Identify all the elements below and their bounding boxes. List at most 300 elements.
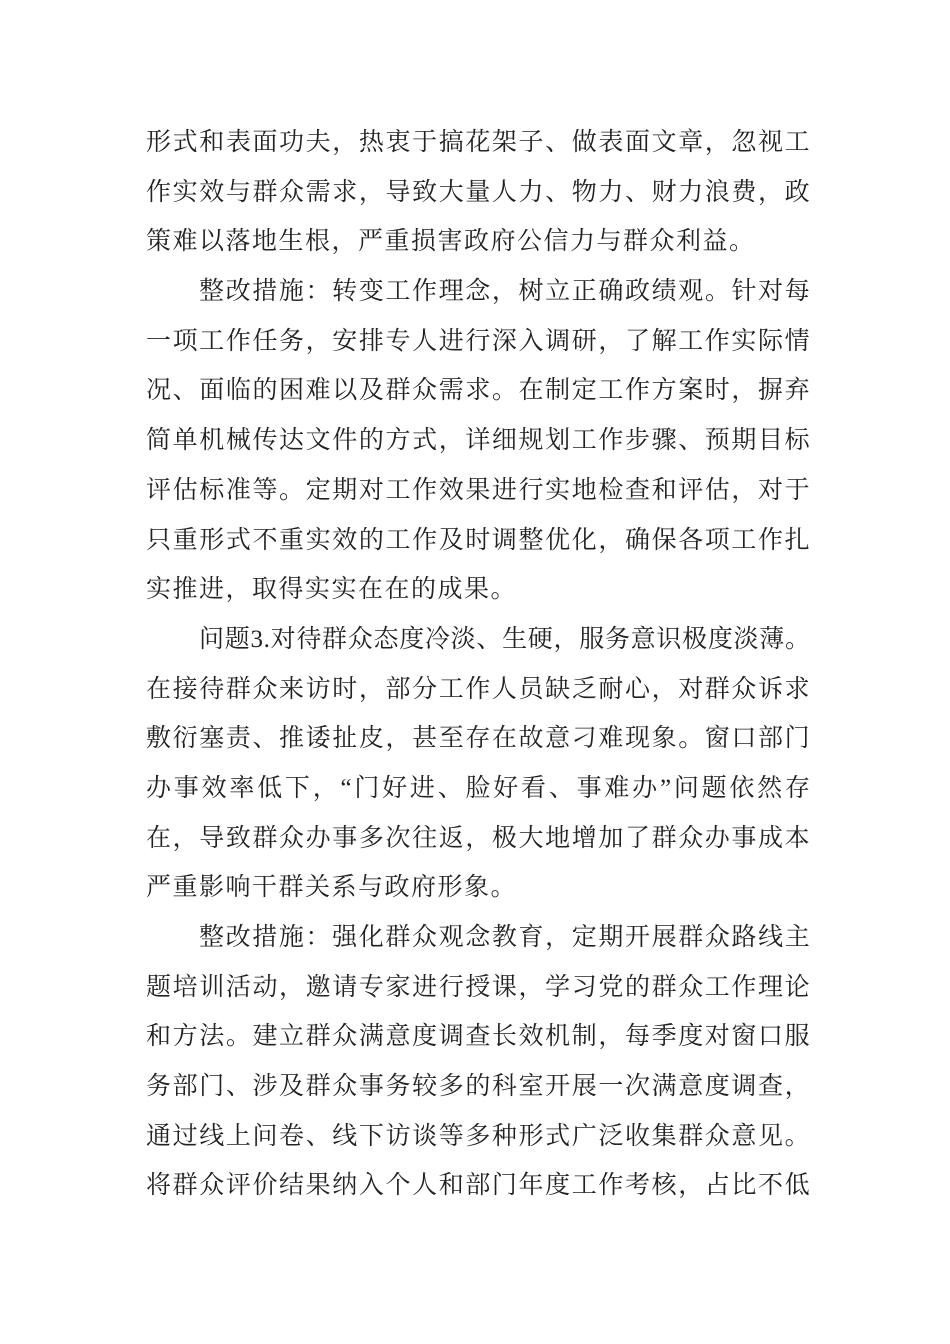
char: 对 [270, 625, 296, 653]
char: 来 [279, 675, 305, 703]
char: 导 [385, 178, 411, 206]
char: 泛 [598, 1122, 624, 1150]
char: 措 [252, 924, 278, 951]
char: ， [598, 1023, 624, 1051]
char: 花 [465, 129, 491, 156]
char: 费 [731, 178, 757, 206]
char: 标 [199, 476, 225, 504]
char: 群 [678, 1122, 704, 1150]
char: 解 [651, 327, 677, 355]
char: 方 [385, 427, 411, 455]
char: 制 [545, 377, 571, 405]
char: 季 [651, 1023, 677, 1051]
char: 工 [784, 129, 810, 156]
char: 规 [518, 427, 544, 455]
text-line [146, 466, 810, 516]
char: 工 [678, 327, 704, 355]
char: 众 [332, 1073, 358, 1101]
char: 家 [385, 973, 411, 1001]
char: 问 [199, 625, 225, 653]
char: 态 [373, 625, 399, 653]
char: 群 [305, 1073, 331, 1101]
char: 淡 [733, 625, 759, 653]
char: 耐 [598, 675, 624, 703]
char: 架 [491, 129, 517, 156]
char: 对 [678, 675, 704, 703]
char: 极 [682, 625, 708, 653]
char: 念 [465, 278, 491, 306]
char: 接 [172, 675, 198, 703]
char: 作 [598, 427, 624, 455]
char: 线 [758, 924, 784, 951]
char: 3 [250, 625, 263, 653]
char: 办 [146, 774, 172, 802]
char: 确 [624, 526, 650, 554]
char: 问 [252, 1122, 278, 1150]
char: 请 [332, 973, 358, 1001]
char: 门 [784, 725, 810, 753]
char: 好 [382, 774, 408, 802]
char: 心 [624, 675, 650, 703]
char: 式 [412, 427, 438, 455]
char: 在 [491, 725, 517, 753]
text-line: 严重影响干群关系与政府形象。 [146, 874, 518, 902]
char: 众 [704, 1122, 730, 1150]
char: 个 [385, 1172, 411, 1200]
char: 地 [545, 824, 571, 852]
char: 上 [225, 1122, 251, 1150]
char: 项 [172, 327, 198, 355]
char: 次 [624, 1073, 650, 1101]
char: 查 [624, 476, 650, 504]
char: 估 [172, 476, 198, 504]
char: 调 [731, 1073, 757, 1101]
char: 题 [701, 774, 727, 802]
char: 甚 [412, 725, 438, 753]
char: 难 [598, 725, 624, 753]
text-line [146, 416, 810, 466]
char: ， [358, 675, 384, 703]
char: 、 [305, 1122, 331, 1150]
char: 、 [545, 129, 571, 156]
char: 意 [678, 1073, 704, 1101]
char: 部 [758, 725, 784, 753]
char: 展 [651, 924, 677, 951]
char: 定 [305, 476, 331, 504]
char: 做 [571, 129, 597, 156]
char: 作 [758, 526, 784, 554]
char: 及 [358, 377, 384, 405]
char: 专 [358, 973, 384, 1001]
char: 度 [412, 1023, 438, 1051]
char: 乏 [571, 675, 597, 703]
char: 念 [465, 924, 491, 951]
char: 下 [358, 1122, 384, 1150]
char: 办 [704, 824, 730, 852]
char: 准 [225, 476, 251, 504]
char: 效 [518, 1023, 544, 1051]
char: 定 [571, 377, 597, 405]
char: 调 [438, 1023, 464, 1051]
char: 政 [625, 278, 651, 306]
char: ， [491, 278, 517, 306]
text-line [146, 1012, 810, 1062]
char: 目 [758, 427, 784, 455]
char: 作 [412, 476, 438, 504]
char: 大 [438, 178, 464, 206]
char: 以 [332, 377, 358, 405]
char: 邀 [305, 973, 331, 1001]
char: 众 [332, 1023, 358, 1051]
char: 功 [279, 129, 305, 156]
char: 衷 [385, 129, 411, 156]
char: 研 [571, 327, 597, 355]
char: ， [358, 178, 384, 206]
char: 生 [502, 625, 528, 653]
char: 行 [438, 973, 464, 1001]
char: 期 [332, 476, 358, 504]
text-line [146, 317, 810, 367]
char: 务 [385, 1073, 411, 1101]
char: 、 [172, 377, 198, 405]
char: 进 [438, 327, 464, 355]
char: 式 [225, 526, 251, 554]
char: 步 [624, 427, 650, 455]
char: 果 [465, 476, 491, 504]
char: 比 [731, 1172, 757, 1200]
char: 。 [784, 625, 810, 653]
char: 服 [579, 625, 605, 653]
char: 与 [225, 178, 251, 206]
char: 线 [199, 1122, 225, 1150]
char: 改 [225, 924, 251, 951]
char: 况 [146, 377, 172, 405]
text-line [146, 615, 810, 665]
char: 面 [252, 129, 278, 156]
char: 时 [332, 675, 358, 703]
char: 务 [604, 625, 630, 653]
char: 众 [279, 178, 305, 206]
char: 和 [199, 129, 225, 156]
char: 实 [172, 178, 198, 206]
char: 部 [172, 1073, 198, 1101]
char: 树 [518, 278, 544, 306]
char: 窗 [731, 1023, 757, 1051]
char: 效 [201, 774, 227, 802]
char: 事 [332, 824, 358, 852]
char: 见 [758, 1122, 784, 1150]
char: 人 [491, 675, 517, 703]
char: 本 [784, 824, 810, 852]
char: 下 [284, 774, 310, 802]
char: 观 [438, 924, 464, 951]
char: 各 [678, 526, 704, 554]
char: 群 [678, 924, 704, 951]
char: 物 [571, 178, 597, 206]
char: 、 [678, 427, 704, 455]
char: 对 [358, 476, 384, 504]
char: 众 [731, 675, 757, 703]
char: 学 [545, 973, 571, 1001]
char: 服 [784, 1023, 810, 1051]
char: 子 [518, 129, 544, 156]
char: 线 [332, 1122, 358, 1150]
char: 众 [678, 824, 704, 852]
char: ， [598, 327, 624, 355]
char: 集 [651, 1122, 677, 1150]
char: 。 [704, 278, 730, 306]
char: 困 [279, 377, 305, 405]
char: 检 [598, 476, 624, 504]
char: 、 [548, 774, 574, 802]
char: 视 [758, 129, 784, 156]
char: 估 [704, 476, 730, 504]
char: 部 [385, 675, 411, 703]
char: 传 [252, 427, 278, 455]
text-line [146, 516, 810, 566]
char: 工 [598, 377, 624, 405]
document-text-block [146, 118, 810, 1211]
char: 等 [252, 476, 278, 504]
char: 加 [598, 824, 624, 852]
char: 绩 [651, 278, 677, 306]
char: ， [731, 377, 757, 405]
char: 、 [545, 178, 571, 206]
char: 达 [279, 427, 305, 455]
char: 调 [545, 327, 571, 355]
char: 、 [624, 178, 650, 206]
char: 每 [784, 278, 810, 306]
char: 措 [252, 278, 278, 306]
char: 不 [252, 526, 278, 554]
char: 门 [491, 1172, 517, 1200]
char: ， [553, 625, 579, 653]
char: 临 [225, 377, 251, 405]
char: ， [545, 924, 571, 951]
char: 广 [571, 1122, 597, 1150]
char: 低 [784, 1172, 810, 1200]
char: 观 [678, 278, 704, 306]
char: 形 [199, 526, 225, 554]
char: 在 [146, 675, 172, 703]
char: ， [518, 973, 544, 1001]
char: 作 [465, 675, 491, 703]
char: 械 [225, 427, 251, 455]
char: 立 [545, 278, 571, 306]
char: 进 [409, 774, 435, 802]
char: 评 [225, 1172, 251, 1200]
char: ， [305, 327, 331, 355]
char: 满 [358, 1023, 384, 1051]
char: 人 [491, 178, 517, 206]
char: 群 [225, 675, 251, 703]
char: 工 [571, 1172, 597, 1200]
text-line: 实推进，取得实实在在的成果。 [146, 576, 518, 604]
char: 力 [598, 178, 624, 206]
char: 方 [172, 1023, 198, 1051]
char: 单 [172, 427, 198, 455]
char: ， [731, 476, 757, 504]
char: 核 [651, 1172, 677, 1200]
char: 访 [305, 675, 331, 703]
char: 存 [784, 774, 810, 802]
char: 群 [172, 1172, 198, 1200]
char: 行 [465, 327, 491, 355]
char: ， [784, 1073, 810, 1101]
char: 进 [412, 973, 438, 1001]
char: 优 [545, 526, 571, 554]
char: 主 [784, 924, 810, 951]
char: . [263, 625, 270, 653]
char: 确 [598, 278, 624, 306]
char: 求 [784, 675, 810, 703]
char: 机 [199, 427, 225, 455]
char: 效 [332, 526, 358, 554]
text-line [146, 913, 810, 963]
char: 力 [518, 178, 544, 206]
char: 度 [399, 625, 425, 653]
char: 表 [225, 129, 251, 156]
char: 化 [571, 526, 597, 554]
char: 的 [358, 427, 384, 455]
char: 结 [279, 1172, 305, 1200]
char: ， [651, 675, 677, 703]
char: 搞 [438, 129, 464, 156]
char: 际 [758, 327, 784, 355]
char: 式 [172, 129, 198, 156]
char: 文 [651, 129, 677, 156]
char: 力 [678, 178, 704, 206]
char: 办 [632, 774, 658, 802]
char: 众 [347, 625, 373, 653]
char: 的 [252, 377, 278, 405]
char: 硬 [527, 625, 553, 653]
char: 改 [225, 278, 251, 306]
char: 重 [279, 526, 305, 554]
char: 方 [651, 377, 677, 405]
char: 深 [491, 327, 517, 355]
char: 查 [758, 1073, 784, 1101]
char: 弃 [784, 377, 810, 405]
char: 度 [707, 625, 733, 653]
text-line [146, 1112, 810, 1162]
char: 群 [651, 824, 677, 852]
char: 展 [571, 1073, 597, 1101]
char: 工 [571, 427, 597, 455]
char: 部 [465, 1172, 491, 1200]
char: 意 [385, 1023, 411, 1051]
char: 期 [598, 924, 624, 951]
char: 开 [625, 924, 651, 951]
char: 形 [518, 1122, 544, 1150]
char: 涉 [252, 1073, 278, 1101]
char: 推 [279, 725, 305, 753]
char: 事 [173, 774, 199, 802]
char: 群 [385, 377, 411, 405]
char: 待 [296, 625, 322, 653]
text-line [146, 814, 810, 864]
char: 开 [545, 1073, 571, 1101]
char: 收 [624, 1122, 650, 1150]
char: 率 [229, 774, 255, 802]
char: 在 [146, 824, 172, 852]
char: 骤 [651, 427, 677, 455]
char: 实 [305, 526, 331, 554]
char: 摒 [758, 377, 784, 405]
char: 、 [476, 625, 502, 653]
char: 价 [252, 1172, 278, 1200]
char: 。 [225, 1023, 251, 1051]
char: 群 [704, 675, 730, 703]
char: 作 [146, 178, 172, 206]
char: 进 [491, 476, 517, 504]
char: 工 [385, 278, 411, 306]
char: 财 [651, 178, 677, 206]
char: 工 [438, 675, 464, 703]
char: 需 [438, 377, 464, 405]
char: 强 [332, 924, 358, 951]
char: 授 [465, 973, 491, 1001]
char: 大 [518, 824, 544, 852]
char: 标 [784, 427, 810, 455]
char: 建 [252, 1023, 278, 1051]
char: 现 [624, 725, 650, 753]
char: ” [659, 774, 672, 802]
char: 施 [278, 924, 304, 951]
char: “ [340, 774, 352, 802]
char: 项 [704, 526, 730, 554]
char: 题 [146, 973, 172, 1001]
char: 安 [332, 327, 358, 355]
char: 访 [385, 1122, 411, 1150]
char: 等 [438, 1122, 464, 1150]
char: 、 [252, 725, 278, 753]
char: 时 [704, 377, 730, 405]
char: 作 [704, 327, 730, 355]
char: 问 [673, 774, 699, 802]
char: 对 [758, 278, 784, 306]
char: 活 [225, 973, 251, 1001]
char: 法 [199, 1023, 225, 1051]
char: 满 [651, 1073, 677, 1101]
char: 卷 [279, 1122, 305, 1150]
char: ， [332, 129, 358, 156]
char: 的 [624, 973, 650, 1001]
char: 整 [518, 526, 544, 554]
char: 众 [279, 824, 305, 852]
char: 评 [146, 476, 172, 504]
char: 众 [199, 1172, 225, 1200]
char: 多 [358, 824, 384, 852]
char: 群 [651, 973, 677, 1001]
char: 务 [279, 327, 305, 355]
char: 面 [624, 129, 650, 156]
char: 及 [279, 1073, 305, 1101]
char: 和 [651, 476, 677, 504]
char: 路 [731, 924, 757, 951]
char: 热 [358, 129, 384, 156]
char: 表 [598, 129, 624, 156]
char: 考 [624, 1172, 650, 1200]
char: 皮 [358, 725, 384, 753]
char: 一 [146, 327, 172, 355]
char: 训 [199, 973, 225, 1001]
char: 长 [491, 1023, 517, 1051]
char: 和 [438, 1172, 464, 1200]
char: 作 [598, 1172, 624, 1200]
char: 作 [412, 278, 438, 306]
char: 培 [172, 973, 198, 1001]
